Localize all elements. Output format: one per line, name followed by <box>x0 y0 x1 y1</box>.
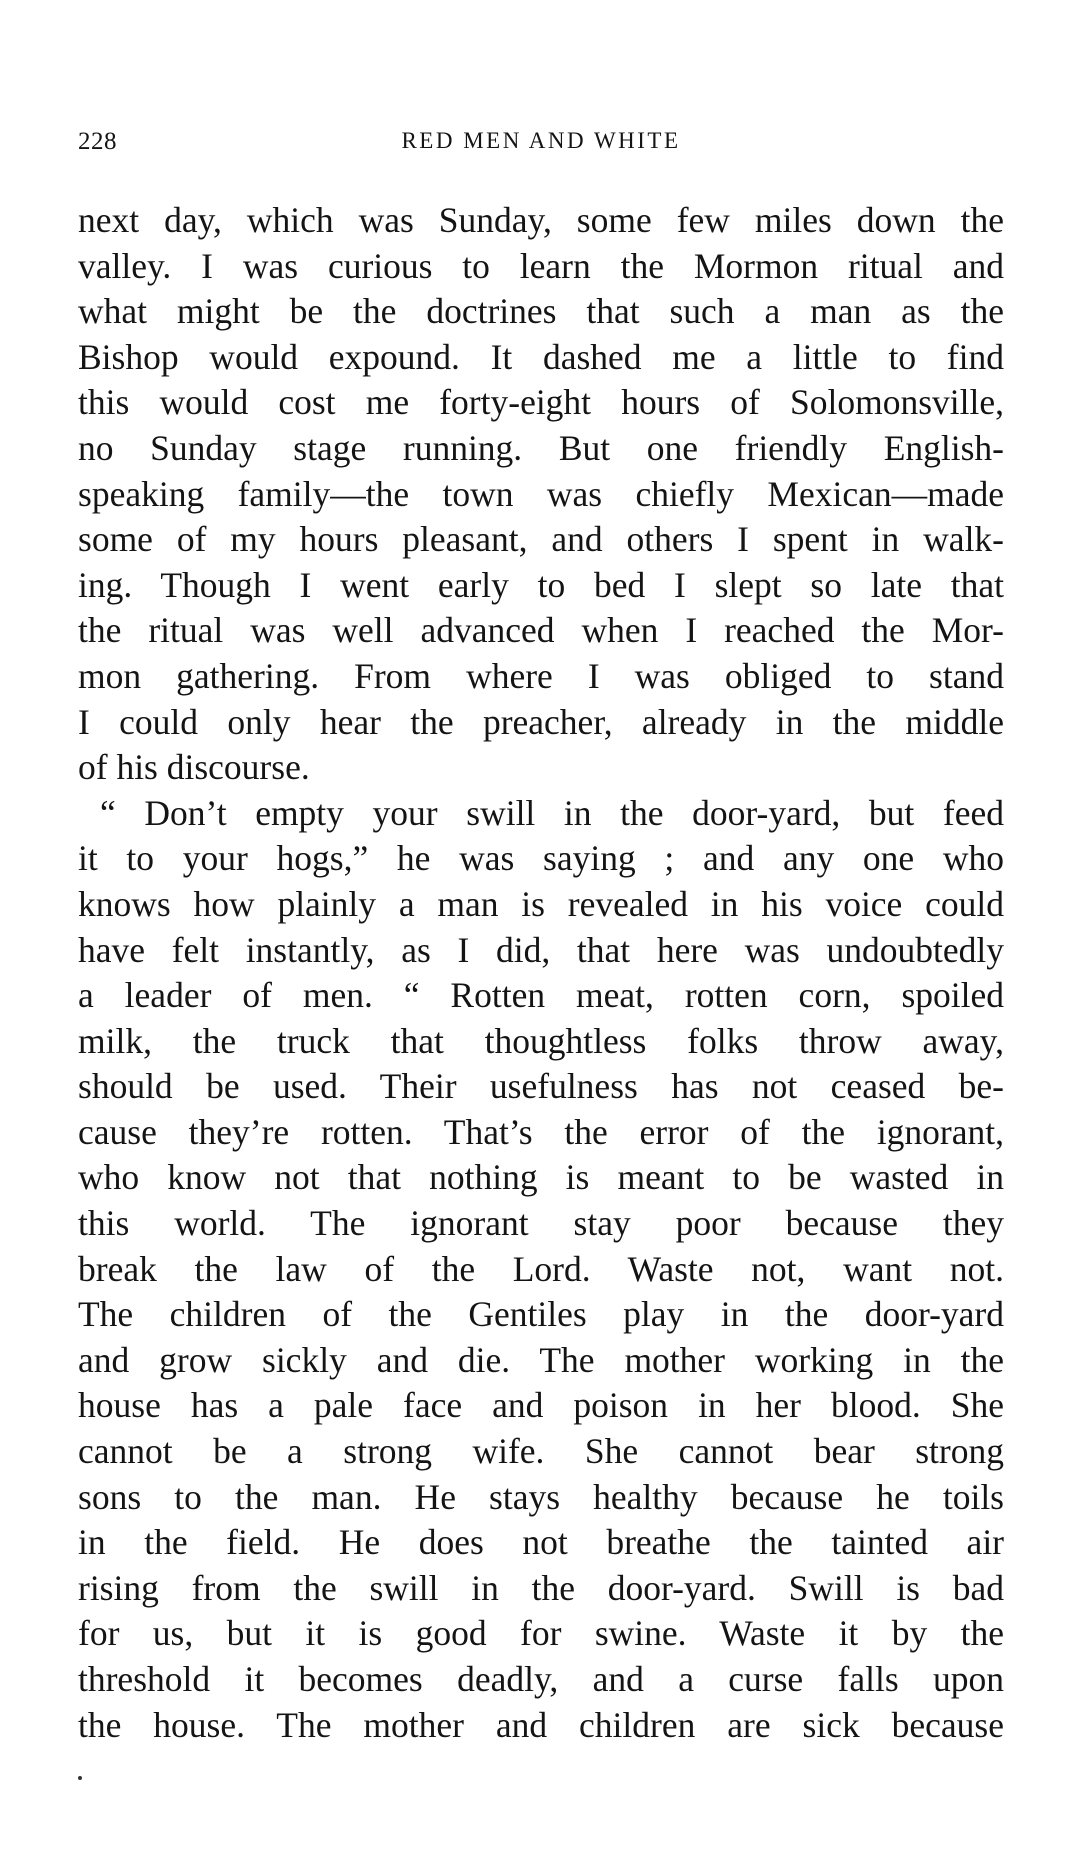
text-line: it to your hogs,” he was saying ; and any one who <box>78 838 1004 879</box>
text-line: should be used. Their usefulness has not ceased be- <box>78 1066 1004 1107</box>
text-line: who know not that nothing is meant to be wasted in <box>78 1157 1004 1198</box>
text-line: what might be the doctrines that such a man as the <box>78 291 1004 332</box>
running-title: RED MEN AND WHITE <box>401 128 681 153</box>
text-line: valley. I was curious to learn the Mormon ritual and <box>78 245 1004 286</box>
text-line: this world. The ignorant stay poor because they <box>78 1203 1004 1244</box>
text-line: I could only hear the preacher, already in the middle <box>78 701 1004 742</box>
text-line: have felt instantly, as I did, that here was undoubtedly <box>78 929 1004 970</box>
paragraph-1 <box>78 198 1004 791</box>
text-line: next day, which was Sunday, some few miles down the <box>78 200 1004 240</box>
text-line: Bishop would expound. It dashed me a little to find <box>78 336 1004 377</box>
text-line: break the law of the Lord. Waste not, want not. <box>78 1248 1004 1289</box>
text-line: no Sunday stage running. But one friendly English- <box>78 427 1004 468</box>
text-line: some of my hours pleasant, and others I spent in walk- <box>78 519 1004 560</box>
text-line: the house. The mother and children are sick because <box>78 1704 1004 1745</box>
text-line: cause they’re rotten. That’s the error of the ignorant, <box>78 1111 1004 1152</box>
text-line: knows how plainly a man is revealed in his voice could <box>78 883 1004 924</box>
text-line: in the field. He does not breathe the tainted air <box>78 1522 1004 1563</box>
text-line: a leader of men. “ Rotten meat, rotten corn, spoiled <box>78 975 1004 1016</box>
text-line: sons to the man. He stays healthy because he toils <box>78 1476 1004 1517</box>
body-text <box>78 198 1004 1748</box>
running-head <box>78 128 1004 158</box>
text-line: and grow sickly and die. The mother working in the <box>78 1339 1004 1380</box>
ink-speck <box>78 1776 82 1780</box>
text-line: ing. Though I went early to bed I slept so late that <box>78 564 1004 605</box>
text-line: “ Don’t empty your swill in the door-yard, but feed <box>100 792 1004 833</box>
text-line: cannot be a strong wife. She cannot bear strong <box>78 1431 1004 1472</box>
text-line: rising from the swill in the door-yard. Swill is bad <box>78 1567 1004 1608</box>
text-line: The children of the Gentiles play in the door-yard <box>78 1294 1004 1335</box>
text-line: of his discourse. <box>78 747 310 788</box>
text-line: milk, the truck that thoughtless folks throw away, <box>78 1020 1004 1061</box>
paragraph-2 <box>78 791 1004 1748</box>
text-line: the ritual was well advanced when I reached the Mor- <box>78 610 1004 651</box>
page-number: 228 <box>78 128 117 155</box>
text-line: speaking family—the town was chiefly Mexican—made <box>78 473 1004 514</box>
text-line: threshold it becomes deadly, and a curse falls upon <box>78 1659 1004 1699</box>
text-line: mon gathering. From where I was obliged to stand <box>78 655 1004 696</box>
text-line: for us, but it is good for swine. Waste it by the <box>78 1613 1004 1654</box>
text-line: this would cost me forty-eight hours of Solomonsville, <box>78 382 1004 423</box>
text-line: house has a pale face and poison in her blood. She <box>78 1385 1004 1426</box>
